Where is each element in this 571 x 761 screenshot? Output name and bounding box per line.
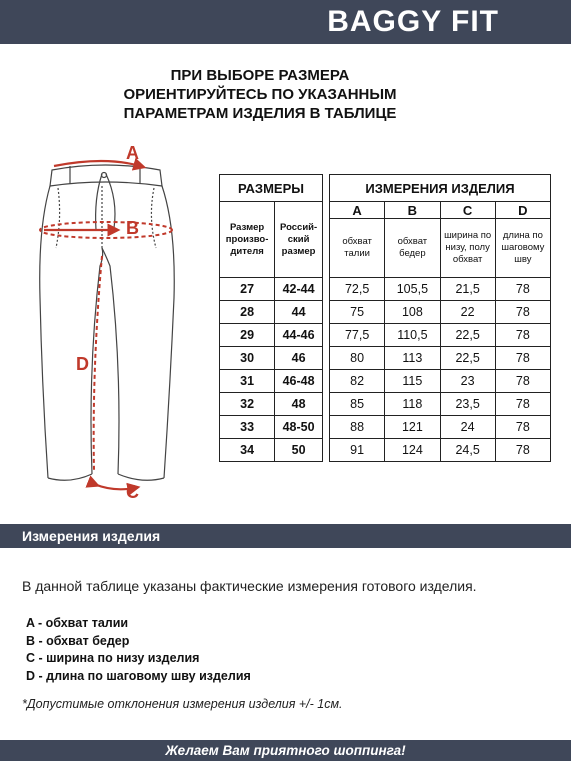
measurement-legend: [26, 615, 251, 685]
col-letter-c: C: [440, 202, 495, 219]
measurements-table: [329, 174, 551, 462]
ru-size: 50: [275, 439, 323, 462]
footer-message: Желаем Вам приятного шоппинга!: [0, 740, 571, 761]
table-row: [220, 278, 323, 301]
section-header: [0, 524, 571, 548]
legend-item: B - обхват бедер: [26, 633, 130, 648]
mfr-size: 34: [220, 439, 275, 462]
table-row: [330, 324, 551, 347]
col-manufacturer-size: Размер произво-дителя: [220, 202, 275, 278]
label-c: C: [126, 482, 139, 502]
table-row: [220, 416, 323, 439]
cell-value: 80: [330, 347, 385, 370]
table-row: [330, 439, 551, 462]
cell-value: 78: [495, 416, 550, 439]
legend-item: C - ширина по низу изделия: [26, 651, 200, 665]
sizes-table: [219, 174, 323, 462]
table-row: [330, 416, 551, 439]
pants-diagram: [30, 138, 190, 508]
col-letter-d: D: [495, 202, 550, 219]
cell-value: 22,5: [440, 324, 495, 347]
cell-value: 23: [440, 370, 495, 393]
table-row: [330, 301, 551, 324]
label-d: D: [76, 354, 89, 374]
ru-size: 48-50: [275, 416, 323, 439]
cell-value: 22,5: [440, 347, 495, 370]
tolerance-note: *Допустимые отклонения измерения изделия +/- 1см.: [22, 697, 343, 711]
cell-value: 88: [330, 416, 385, 439]
mfr-size: 29: [220, 324, 275, 347]
cell-value: 22: [440, 301, 495, 324]
cell-value: 78: [495, 393, 550, 416]
legend-item: D - длина по шаговому шву изделия: [26, 668, 251, 683]
ru-size: 46: [275, 347, 323, 370]
table-row: [330, 393, 551, 416]
intro-text: В данной таблице указаны фактические измерения готового изделия.: [22, 578, 477, 594]
cell-value: 85: [330, 393, 385, 416]
cell-value: 121: [385, 416, 440, 439]
header-bar: [0, 0, 571, 44]
table-row: [220, 370, 323, 393]
cell-value: 23,5: [440, 393, 495, 416]
cell-value: 105,5: [385, 278, 440, 301]
table-row: [220, 439, 323, 462]
label-a: A: [126, 143, 139, 163]
cell-value: 115: [385, 370, 440, 393]
col-letter-b: B: [385, 202, 440, 219]
col-desc-waist: обхват талии: [330, 219, 385, 278]
col-letter-a: A: [330, 202, 385, 219]
col-desc-hips: обхват бедер: [385, 219, 440, 278]
cell-value: 78: [495, 347, 550, 370]
col-desc-inseam: длина по шаговому шву: [495, 219, 550, 278]
table-row: [220, 393, 323, 416]
mfr-size: 27: [220, 278, 275, 301]
cell-value: 78: [495, 301, 550, 324]
ru-size: 46-48: [275, 370, 323, 393]
table-row: [220, 324, 323, 347]
cell-value: 78: [495, 278, 550, 301]
brand-title: BAGGY FIT: [327, 5, 499, 38]
ru-size: 44: [275, 301, 323, 324]
pants-outline: [40, 165, 175, 480]
cell-value: 24,5: [440, 439, 495, 462]
cell-value: 108: [385, 301, 440, 324]
table-row: [330, 370, 551, 393]
cell-value: 24: [440, 416, 495, 439]
cell-value: 75: [330, 301, 385, 324]
sizes-table-title: РАЗМЕРЫ: [220, 175, 323, 202]
cell-value: 78: [495, 324, 550, 347]
cell-value: 21,5: [440, 278, 495, 301]
cell-value: 82: [330, 370, 385, 393]
col-desc-hem: ширина по низу, полу обхват: [440, 219, 495, 278]
table-row: [330, 347, 551, 370]
cell-value: 91: [330, 439, 385, 462]
cell-value: 118: [385, 393, 440, 416]
mfr-size: 33: [220, 416, 275, 439]
mfr-size: 31: [220, 370, 275, 393]
instruction-line: ПАРАМЕТРАМ ИЗДЕЛИЯ В ТАБЛИЦЕ: [123, 105, 397, 122]
cell-value: 78: [495, 439, 550, 462]
instruction-line: ОРИЕНТИРУЙТЕСЬ ПО УКАЗАННЫМ: [123, 86, 397, 103]
instruction-line: ПРИ ВЫБОРЕ РАЗМЕРА: [170, 67, 350, 84]
mfr-size: 32: [220, 393, 275, 416]
cell-value: 124: [385, 439, 440, 462]
legend-item: A - обхват талии: [26, 616, 129, 630]
label-b: B: [126, 218, 139, 238]
cell-value: 78: [495, 370, 550, 393]
ru-size: 48: [275, 393, 323, 416]
measurements-table-title: ИЗМЕРЕНИЯ ИЗДЕЛИЯ: [330, 175, 551, 202]
table-row: [330, 278, 551, 301]
ru-size: 44-46: [275, 324, 323, 347]
cell-value: 77,5: [330, 324, 385, 347]
mfr-size: 30: [220, 347, 275, 370]
ru-size: 42-44: [275, 278, 323, 301]
table-row: [220, 347, 323, 370]
cell-value: 72,5: [330, 278, 385, 301]
section-title: Измерения изделия: [0, 524, 174, 548]
mfr-size: 28: [220, 301, 275, 324]
col-russian-size: Россий-ский размер: [275, 202, 323, 278]
cell-value: 113: [385, 347, 440, 370]
table-row: [220, 301, 323, 324]
size-instruction: [60, 66, 460, 123]
cell-value: 110,5: [385, 324, 440, 347]
